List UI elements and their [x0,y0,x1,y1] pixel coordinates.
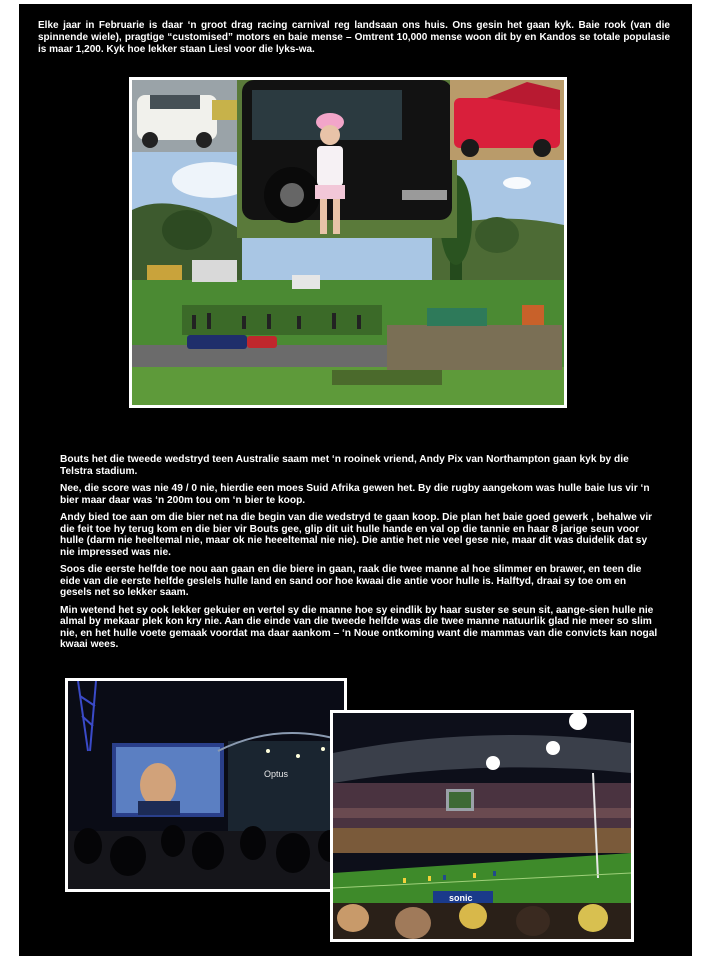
article-body [60,454,660,657]
paragraph: Min wetend het sy ook lekker gekuier en vertel sy die manne hoe sy eindlik by haar suster se seun sit, aange-sien hulle nie almal by mekaar plek kon kry nie. Aan die einde van die tweede helfde was die twee manne natuurlik glad nie meer so slim nie, en het hulle voete gemaak voordat ma daar aankom – ‘n Noue ontkoming want die mammas van die convicts kan nogal kwaai wees. [60,604,658,650]
paragraph: Soos die eerste helfde toe nou aan gaan en die biere in gaan, raak die twee manne al hoe slimmer en brawer, en teen die eide van die eerste helfde geslels hulle land en sand oor hoe kwaai die antie voor hulle is. Halftyd, draai sy toe om en gesels net so lekker saam. [60,564,642,598]
stadium-sign-text: Optus [264,769,289,779]
intro-paragraph: Elke jaar in Februarie is daar ‘n groot drag racing carnival reg landsaan ons huis. Ons gesin het gaan kyk. Baie rook (van die spinnende wiele), pragtige “customised” motors en baie mense – Omtrent 10,000 mense woon dit by en Kandos se totale populasie is maar 1,200. Kyk hoe lekker staan Liesl voor die lyks-wa. [38,20,670,55]
paragraph: Nee, die score was nie 49 / 0 nie, hierdie een moes Suid Afrika gewen het. By die rugby aangekom was hulle baie lus vir ‘n bier maar daar was ‘n 200m tou om ‘n bier te koop. [60,483,650,506]
article-page [19,4,692,956]
paragraph: Andy bied toe aan om die bier net na die begin van die wedstryd te gaan koop. Die plan het baie goed gewerk , behalwe vir die feit toe hy terug kom en die bier vir Bouts gee, glip dit uit hulle hande en val op die tannie en haar 8 jarige seun voor hulle (darm nie heeltemal nie, maar ok nie heeeltemal nie nie). Die antie het nie veel gese nie, maar dit was duidelik dat sy nie impressed was nie. [60,512,653,558]
stadium-banner-text: sonic [449,893,473,903]
stadium-rugby-field-photo [330,710,634,942]
drag-racing-collage-photo [129,77,567,408]
stadium-big-screen-photo [65,678,347,892]
paragraph: Bouts het die tweede wedstryd teen Australie saam met ‘n rooinek vriend, Andy Pix van Northampton gaan kyk by die Telstra stadium. [60,454,629,477]
